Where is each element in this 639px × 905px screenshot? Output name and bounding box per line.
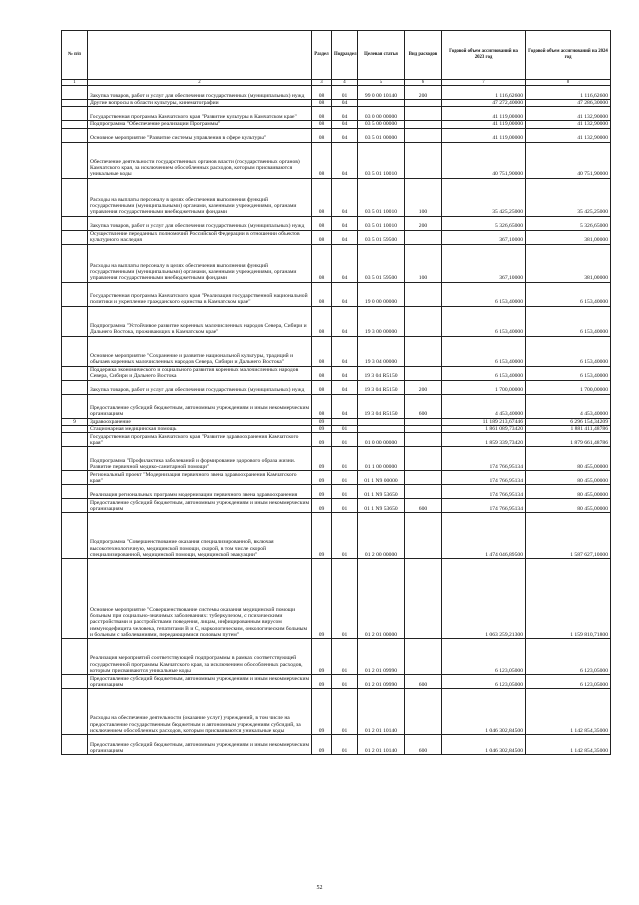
- row-subsection: 04: [332, 394, 358, 418]
- row-subsection: 01: [332, 86, 358, 100]
- header-volume-2023: Годовой объем ассигнований на 2023 год: [442, 31, 526, 80]
- row-subsection: 04: [332, 107, 358, 121]
- row-volume-2024: 41 132,90000: [526, 121, 611, 128]
- row-expense-type: [405, 128, 442, 142]
- row-number: [62, 142, 88, 178]
- row-section: 09: [312, 447, 332, 471]
- row-expense-type: 600: [405, 675, 442, 689]
- table-row: [62, 418, 611, 425]
- row-subsection: 04: [332, 100, 358, 107]
- row-section: 09: [312, 559, 332, 639]
- row-volume-2024: 1 881 411,48786: [526, 425, 611, 432]
- row-subsection: 04: [332, 216, 358, 230]
- row-volume-2023: 1 046 302,84500: [442, 689, 526, 735]
- row-target-article: 01 1 N9 53650: [358, 499, 405, 513]
- row-section: 09: [312, 485, 332, 499]
- column-number: 1: [62, 80, 88, 86]
- table-row: [62, 559, 611, 639]
- row-number: [62, 689, 88, 735]
- row-number: [62, 244, 88, 282]
- row-section: 08: [312, 230, 332, 244]
- row-section: 09: [312, 499, 332, 513]
- row-target-article: [358, 425, 405, 432]
- row-volume-2024: 80 455,00000: [526, 499, 611, 513]
- row-name: Другие вопросы в области культуры, кинематографии: [88, 100, 312, 107]
- table-row: [62, 513, 611, 559]
- budget-allocation-table: [61, 30, 611, 755]
- row-subsection: 01: [332, 485, 358, 499]
- row-volume-2024: 1 587 627,10000: [526, 513, 611, 559]
- row-volume-2024: 6 153,40000: [526, 366, 611, 380]
- row-expense-type: [405, 336, 442, 366]
- row-volume-2023: 174 766,95134: [442, 485, 526, 499]
- row-section: 09: [312, 735, 332, 755]
- row-expense-type: 600: [405, 394, 442, 418]
- row-target-article: 99 0 00 10140: [358, 86, 405, 100]
- row-target-article: 01 2 01 09990: [358, 675, 405, 689]
- row-volume-2024: 1 142 854,35000: [526, 735, 611, 755]
- row-target-article: 19 0 00 00000: [358, 282, 405, 306]
- row-volume-2023: 174 766,95134: [442, 471, 526, 485]
- row-volume-2023: 174 766,95134: [442, 499, 526, 513]
- row-target-article: 01 0 00 00000: [358, 433, 405, 447]
- header-subsection: Подраздел: [332, 31, 358, 80]
- row-subsection: 01: [332, 471, 358, 485]
- row-expense-type: [405, 689, 442, 735]
- table-row: [62, 499, 611, 513]
- row-subsection: 01: [332, 425, 358, 432]
- row-expense-type: 200: [405, 86, 442, 100]
- row-volume-2024: 6 153,40000: [526, 306, 611, 336]
- header-num: № п/п: [62, 31, 88, 80]
- row-volume-2024: 80 455,00000: [526, 447, 611, 471]
- row-number: [62, 178, 88, 216]
- row-section: 08: [312, 128, 332, 142]
- row-number: [62, 559, 88, 639]
- row-number: [62, 735, 88, 755]
- row-volume-2024: 1 700,00000: [526, 380, 611, 394]
- column-number: 7: [442, 80, 526, 86]
- row-expense-type: [405, 559, 442, 639]
- row-expense-type: 600: [405, 499, 442, 513]
- row-number: [62, 336, 88, 366]
- row-volume-2024: 1 879 661,48786: [526, 433, 611, 447]
- row-number: [62, 366, 88, 380]
- table-row: [62, 142, 611, 178]
- row-name: Расходы на выплаты персоналу в целях обеспечения выполнения функций государственными (муниципальными) органами, казенными учреждениями, органами управления государственными внебюджетными фондами: [88, 244, 312, 282]
- row-name: Предоставление субсидий бюджетным, автономным учреждениям и иным некоммерческим организациям: [88, 675, 312, 689]
- row-volume-2023: 367,10000: [442, 230, 526, 244]
- row-subsection: 04: [332, 366, 358, 380]
- row-name: Предоставление субсидий бюджетным, автономным учреждениям и иным некоммерческим организациям: [88, 735, 312, 755]
- row-expense-type: 100: [405, 244, 442, 282]
- row-name: Основное мероприятие "Развитие системы управления в сфере культуры": [88, 128, 312, 142]
- column-number: 6: [405, 80, 442, 86]
- row-number: [62, 394, 88, 418]
- row-target-article: [358, 100, 405, 107]
- row-volume-2023: 6 153,40000: [442, 336, 526, 366]
- column-number: 8: [526, 80, 611, 86]
- row-section: 09: [312, 689, 332, 735]
- row-name: Закупка товаров, работ и услуг для обеспечения государственных (муниципальных) нужд: [88, 216, 312, 230]
- table-row: [62, 639, 611, 675]
- row-target-article: 03 5 00 00000: [358, 121, 405, 128]
- row-volume-2024: 6 123,05000: [526, 639, 611, 675]
- row-number: [62, 216, 88, 230]
- row-section: 09: [312, 675, 332, 689]
- table-row: [62, 485, 611, 499]
- row-subsection: 01: [332, 689, 358, 735]
- row-name: Подпрограмма "Обеспечение реализации Программы": [88, 121, 312, 128]
- row-volume-2024: 6 153,40000: [526, 336, 611, 366]
- table-row: [62, 735, 611, 755]
- row-expense-type: [405, 142, 442, 178]
- row-target-article: 03 5 01 59500: [358, 230, 405, 244]
- table-body: [62, 86, 611, 755]
- row-target-article: 01 2 01 10140: [358, 689, 405, 735]
- row-volume-2023: 1 046 302,84500: [442, 735, 526, 755]
- row-expense-type: [405, 513, 442, 559]
- row-number: [62, 107, 88, 121]
- row-volume-2023: 47 272,40000: [442, 100, 526, 107]
- row-number: [62, 128, 88, 142]
- row-target-article: 19 3 04 00000: [358, 336, 405, 366]
- row-section: 08: [312, 86, 332, 100]
- row-subsection: 04: [332, 121, 358, 128]
- table-row: [62, 471, 611, 485]
- row-volume-2023: 1 700,00000: [442, 380, 526, 394]
- row-subsection: 04: [332, 380, 358, 394]
- row-volume-2024: 381,00000: [526, 230, 611, 244]
- table-row: [62, 336, 611, 366]
- row-number: [62, 230, 88, 244]
- row-section: 08: [312, 178, 332, 216]
- row-name: Осуществление переданных полномочий Российской Федерации в отношении объектов культурного наследия: [88, 230, 312, 244]
- row-target-article: 03 5 01 10010: [358, 216, 405, 230]
- row-name: Закупка товаров, работ и услуг для обеспечения государственных (муниципальных) нужд: [88, 380, 312, 394]
- row-expense-type: [405, 433, 442, 447]
- row-name: Основное мероприятие "Совершенствование системы оказания медицинской помощи больным при социально-значимых заболеваниях: туберкулезом, с психическими расстройствами и расстройствами поведения, лицам, инфицированным вирусом иммунодефицита человека, гепатитами B и C, наркологическим, онкологическим больным и больным с заболеваниями, передающимися половым путем": [88, 559, 312, 639]
- row-name: Государственная программа Камчатского края "Развитие здравоохранения Камчатского края": [88, 433, 312, 447]
- row-number: [62, 499, 88, 513]
- header-name: [88, 31, 312, 80]
- row-name: Реализация региональных программ модернизации первичного звена здравоохранения: [88, 485, 312, 499]
- row-volume-2023: 1 474 046,89500: [442, 513, 526, 559]
- row-section: 09: [312, 513, 332, 559]
- row-subsection: [332, 418, 358, 425]
- row-section: 08: [312, 394, 332, 418]
- row-target-article: 01 2 01 00000: [358, 559, 405, 639]
- row-subsection: 04: [332, 230, 358, 244]
- row-volume-2024: 41 132,90000: [526, 128, 611, 142]
- row-name: Расходы на обеспечение деятельности (оказание услуг) учреждений, в том числе на предоставление государственным бюджетным и автономным учреждениям субсидий, за исключением обособленных расходов, которым присваиваются уникальные коды: [88, 689, 312, 735]
- row-target-article: 01 2 01 09990: [358, 639, 405, 675]
- row-target-article: 19 3 00 00000: [358, 306, 405, 336]
- page-number: 52: [316, 885, 323, 891]
- row-subsection: 01: [332, 675, 358, 689]
- table-row: [62, 282, 611, 306]
- row-volume-2024: 4 453,40000: [526, 394, 611, 418]
- row-name: Государственная программа Камчатского края "Развитие культуры в Камчатском крае": [88, 107, 312, 121]
- header-volume-2024: Годовой объем ассигнований на 2024 год: [526, 31, 611, 80]
- table-row: [62, 107, 611, 121]
- row-expense-type: [405, 282, 442, 306]
- row-volume-2023: 5 326,65000: [442, 216, 526, 230]
- row-section: 08: [312, 121, 332, 128]
- row-volume-2023: 1 861 089,73420: [442, 425, 526, 432]
- row-name: Основное мероприятие "Сохранение и развитие национальной культуры, традиций и обычаев коренных малочисленных народов Севера, Сибири и Дальнего Востока": [88, 336, 312, 366]
- row-number: [62, 447, 88, 471]
- row-section: 08: [312, 142, 332, 178]
- row-name: Государственная программа Камчатского края "Реализация государственной национальной политики и укрепление гражданского единства в Камчатском крае": [88, 282, 312, 306]
- row-section: 09: [312, 433, 332, 447]
- row-volume-2024: 80 455,00000: [526, 471, 611, 485]
- row-target-article: [358, 418, 405, 425]
- row-expense-type: [405, 366, 442, 380]
- table-row: [62, 230, 611, 244]
- table-row: [62, 394, 611, 418]
- row-volume-2023: 6 123,05000: [442, 675, 526, 689]
- table-row: [62, 689, 611, 735]
- row-volume-2023: 11 189 213,67446: [442, 418, 526, 425]
- table-row: [62, 675, 611, 689]
- row-subsection: 04: [332, 128, 358, 142]
- row-section: 08: [312, 107, 332, 121]
- row-section: 09: [312, 425, 332, 432]
- row-number: [62, 121, 88, 128]
- row-target-article: 19 3 04 R5150: [358, 366, 405, 380]
- table-row: [62, 306, 611, 336]
- row-number: [62, 306, 88, 336]
- row-target-article: 01 1 00 00000: [358, 447, 405, 471]
- row-expense-type: [405, 230, 442, 244]
- column-number: 2: [88, 80, 312, 86]
- row-subsection: 04: [332, 282, 358, 306]
- row-name: Поддержка экономического и социального развития коренных малочисленных народов Севера, Сибири и Дальнего Востока: [88, 366, 312, 380]
- row-subsection: 01: [332, 559, 358, 639]
- row-subsection: 01: [332, 639, 358, 675]
- row-volume-2023: 4 453,40000: [442, 394, 526, 418]
- row-expense-type: [405, 100, 442, 107]
- row-target-article: 19 3 04 R5150: [358, 394, 405, 418]
- row-subsection: 04: [332, 244, 358, 282]
- row-expense-type: [405, 121, 442, 128]
- row-section: 08: [312, 244, 332, 282]
- row-name: Предоставление субсидий бюджетным, автономным учреждениям и иным некоммерческим организациям: [88, 499, 312, 513]
- header-expense-type: Вид расходов: [405, 31, 442, 80]
- row-target-article: 01 1 N9 53650: [358, 485, 405, 499]
- table-row: [62, 433, 611, 447]
- row-section: 08: [312, 366, 332, 380]
- row-expense-type: [405, 447, 442, 471]
- row-volume-2023: 6 153,40000: [442, 366, 526, 380]
- row-number: 9: [62, 418, 88, 425]
- row-target-article: 03 5 01 59500: [358, 244, 405, 282]
- row-volume-2024: 6 296 154,34209: [526, 418, 611, 425]
- row-volume-2023: 6 123,05000: [442, 639, 526, 675]
- row-volume-2023: 6 153,40000: [442, 282, 526, 306]
- table-row: [62, 216, 611, 230]
- row-name: Подпрограмма "Устойчивое развитие коренных малочисленных народов Севера, Сибири и Дальнего Востока, проживающих в Камчатском крае": [88, 306, 312, 336]
- row-expense-type: 200: [405, 216, 442, 230]
- row-section: 08: [312, 380, 332, 394]
- row-volume-2024: 5 326,65000: [526, 216, 611, 230]
- row-target-article: 03 0 00 00000: [358, 107, 405, 121]
- row-name: Обеспечение деятельности государственных органов власти (государственных органов) Камчатского края, за исключением обособленных расходов, которым присваиваются уникальные коды: [88, 142, 312, 178]
- row-expense-type: 600: [405, 735, 442, 755]
- row-volume-2024: 35 425,25000: [526, 178, 611, 216]
- row-target-article: 03 5 01 10010: [358, 178, 405, 216]
- row-volume-2024: 6 153,40000: [526, 282, 611, 306]
- row-target-article: 19 3 04 R5150: [358, 380, 405, 394]
- row-expense-type: 200: [405, 380, 442, 394]
- row-volume-2024: 6 123,05000: [526, 675, 611, 689]
- table-row: [62, 447, 611, 471]
- row-volume-2023: 367,10000: [442, 244, 526, 282]
- table-header-row: [62, 31, 611, 80]
- row-number: [62, 86, 88, 100]
- row-name: Здравоохранение: [88, 418, 312, 425]
- row-volume-2023: 41 119,00000: [442, 107, 526, 121]
- header-section: Раздел: [312, 31, 332, 80]
- row-subsection: 01: [332, 499, 358, 513]
- row-volume-2023: 40 751,90000: [442, 142, 526, 178]
- row-volume-2023: 174 766,95134: [442, 447, 526, 471]
- row-volume-2023: 1 063 259,21300: [442, 559, 526, 639]
- row-subsection: 04: [332, 306, 358, 336]
- row-target-article: 01 2 01 10140: [358, 735, 405, 755]
- row-subsection: 04: [332, 142, 358, 178]
- row-number: [62, 639, 88, 675]
- row-number: [62, 433, 88, 447]
- row-expense-type: 100: [405, 178, 442, 216]
- row-volume-2024: 80 455,00000: [526, 485, 611, 499]
- row-section: 08: [312, 336, 332, 366]
- row-expense-type: [405, 471, 442, 485]
- row-expense-type: [405, 425, 442, 432]
- table-row: [62, 178, 611, 216]
- row-subsection: 01: [332, 447, 358, 471]
- row-name: Расходы на выплаты персоналу в целях обеспечения выполнения функций государственными (муниципальными) органами, казенными учреждениями, органами управления государственными внебюджетными фондами: [88, 178, 312, 216]
- row-volume-2024: 1 142 854,35000: [526, 689, 611, 735]
- row-section: 08: [312, 306, 332, 336]
- row-subsection: 04: [332, 178, 358, 216]
- row-number: [62, 675, 88, 689]
- row-subsection: 01: [332, 513, 358, 559]
- row-subsection: 04: [332, 336, 358, 366]
- table-row: [62, 86, 611, 100]
- column-number: 4: [332, 80, 358, 86]
- table-row: [62, 128, 611, 142]
- row-section: 08: [312, 216, 332, 230]
- row-subsection: 01: [332, 433, 358, 447]
- row-expense-type: [405, 418, 442, 425]
- row-volume-2023: 6 153,40000: [442, 306, 526, 336]
- row-volume-2024: 1 159 810,71800: [526, 559, 611, 639]
- row-name: Подпрограмма "Совершенствование оказания специализированной, включая высокотехнологичную, медицинской помощи, скорой, в том числе скорой специализированной, медицинской помощи, медицинской эвакуации": [88, 513, 312, 559]
- row-target-article: 03 5 01 00000: [358, 128, 405, 142]
- row-number: [62, 513, 88, 559]
- row-section: 08: [312, 282, 332, 306]
- row-name: Реализация мероприятий соответствующей подпрограммы в рамках соответствующей государственной программы Камчатского края, за исключением обособленных расходов, которым присваиваются уникальные коды: [88, 639, 312, 675]
- row-expense-type: [405, 639, 442, 675]
- row-section: 09: [312, 639, 332, 675]
- row-number: [62, 282, 88, 306]
- row-number: [62, 471, 88, 485]
- row-expense-type: [405, 485, 442, 499]
- row-volume-2024: 41 132,90000: [526, 107, 611, 121]
- row-volume-2023: 41 119,00000: [442, 121, 526, 128]
- table-row: [62, 100, 611, 107]
- row-section: 08: [312, 100, 332, 107]
- row-name: Региональный проект "Модернизация первичного звена здравоохранения Камчатского края": [88, 471, 312, 485]
- row-target-article: 01 1 N9 00000: [358, 471, 405, 485]
- row-volume-2024: 381,00000: [526, 244, 611, 282]
- row-name: Стационарная медицинская помощь: [88, 425, 312, 432]
- row-number: [62, 485, 88, 499]
- table-row: [62, 244, 611, 282]
- row-expense-type: [405, 107, 442, 121]
- column-number: 5: [358, 80, 405, 86]
- row-volume-2023: 35 425,25000: [442, 178, 526, 216]
- row-target-article: 03 5 01 10010: [358, 142, 405, 178]
- row-volume-2023: 1 116,62600: [442, 86, 526, 100]
- row-volume-2024: 1 116,62600: [526, 86, 611, 100]
- row-number: [62, 425, 88, 432]
- row-section: 09: [312, 418, 332, 425]
- row-section: 09: [312, 471, 332, 485]
- row-name: Подпрограмма "Профилактика заболеваний и формирование здорового образа жизни. Развитие первичной медико-санитарной помощи": [88, 447, 312, 471]
- row-volume-2023: 1 859 339,73420: [442, 433, 526, 447]
- row-volume-2024: 40 751,90000: [526, 142, 611, 178]
- row-expense-type: [405, 306, 442, 336]
- row-number: [62, 380, 88, 394]
- table-row: [62, 366, 611, 380]
- row-subsection: 01: [332, 735, 358, 755]
- row-number: [62, 100, 88, 107]
- row-name: Предоставление субсидий бюджетным, автономным учреждениям и иным некоммерческим организациям: [88, 394, 312, 418]
- row-target-article: 01 2 00 00000: [358, 513, 405, 559]
- table-row: [62, 425, 611, 432]
- row-volume-2024: 47 286,30000: [526, 100, 611, 107]
- column-number: 3: [312, 80, 332, 86]
- table-row: [62, 121, 611, 128]
- row-name: Закупка товаров, работ и услуг для обеспечения государственных (муниципальных) нужд: [88, 86, 312, 100]
- row-volume-2023: 41 119,00000: [442, 128, 526, 142]
- header-article: Целевая статья: [358, 31, 405, 80]
- table-row: [62, 380, 611, 394]
